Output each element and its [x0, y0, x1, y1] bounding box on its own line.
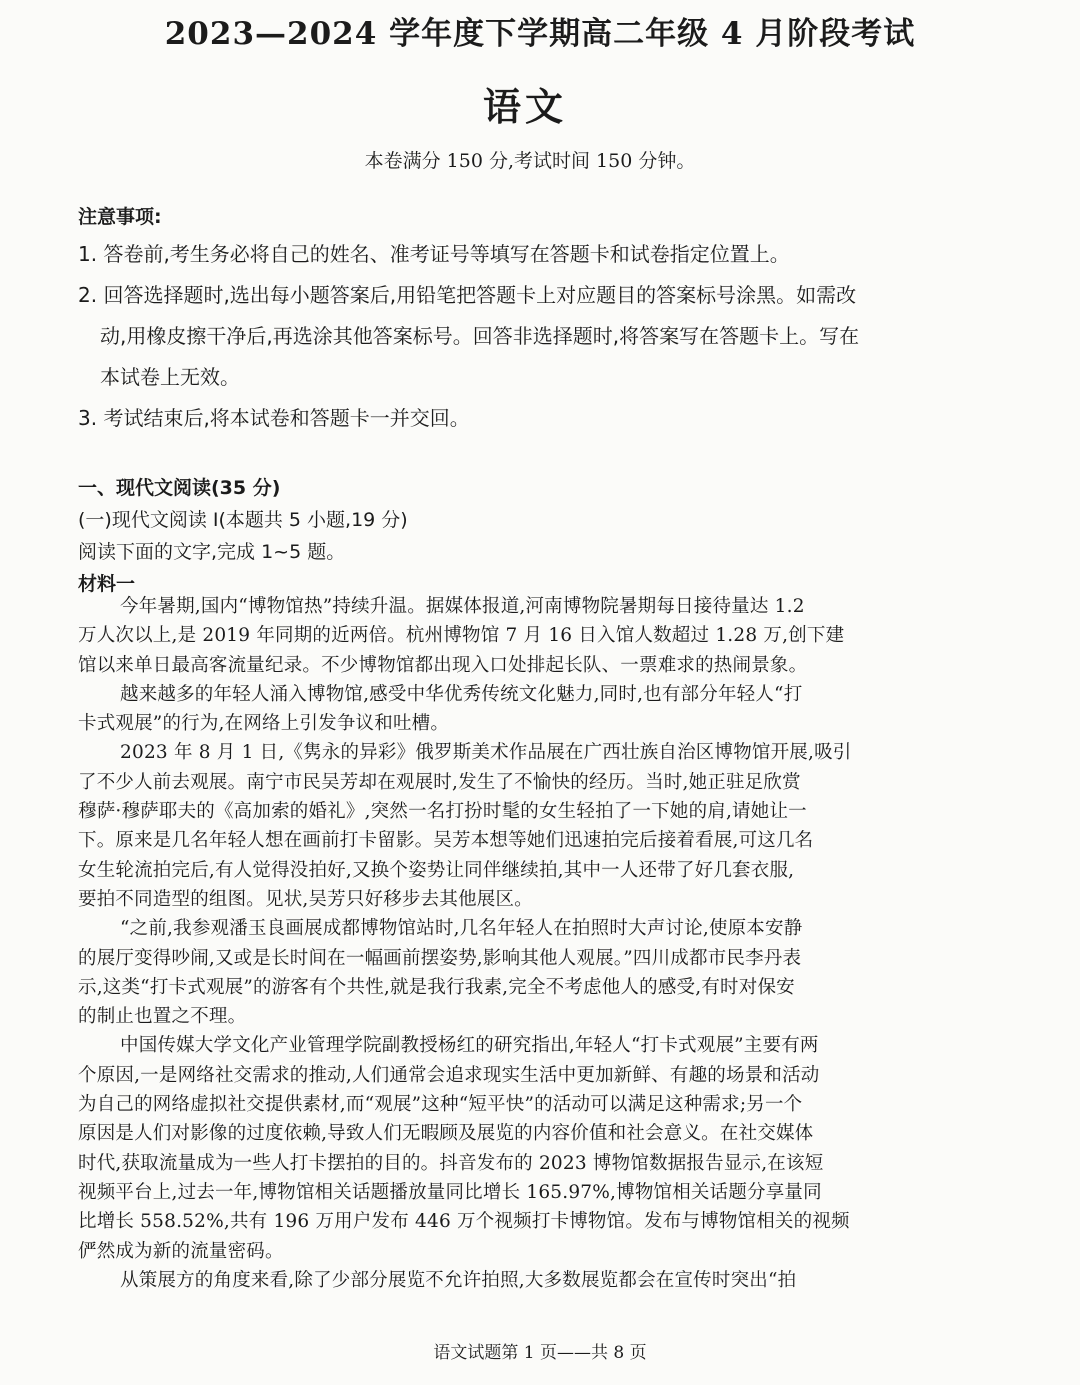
notice-item-1: [78, 234, 978, 275]
passage-line: 俨然成为新的流量密码。: [78, 1240, 284, 1262]
notice-item-3: [78, 398, 978, 439]
passage-line: 的制止也置之不理。: [78, 1006, 247, 1028]
passage-line: 了不少人前去观展。南宁市民吴芳却在观展时,发生了不愉快的经历。当时,她正驻足欣赏: [78, 771, 801, 793]
sub-title: (一)现代文阅读 I(本题共 5 小题,19 分): [78, 509, 408, 531]
subject-title: 语文: [482, 84, 567, 129]
passage-line: 视频平台上,过去一年,博物馆相关话题播放量同比增长 165.97%,博物馆相关话题分享量同: [78, 1181, 822, 1203]
passage-line: 今年暑期,国内“博物馆热”持续升温。据媒体报道,河南博物院暑期每日接待量达 1.2: [120, 596, 805, 617]
reading-passage: [78, 592, 978, 1295]
passage-line: 女生轮流拍完后,有人觉得没拍好,又换个姿势让同伴继续拍,其中一人还带了好几套衣服,: [78, 859, 795, 881]
passage-line: 要拍不同造型的组图。见状,吴芳只好移步去其他展区。: [78, 888, 533, 910]
notice-heading: 注意事项:: [78, 206, 162, 228]
passage-line: 从策展方的角度来看,除了少部分展览不允许拍照,大多数展览都会在宣传时突出“拍: [120, 1269, 797, 1291]
section-header: [78, 472, 978, 600]
score-info: 本卷满分 150 分,考试时间 150 分钟。: [364, 150, 696, 172]
passage-line: 时代,获取流量成为一些人打卡摆拍的目的。抖音发布的 2023 博物馆数据报告显示,在该短: [78, 1152, 824, 1174]
passage-line: 万人次以上,是 2019 年同期的近两倍。杭州博物馆 7 月 16 日入馆人数超过 1.28 万,创下建: [78, 625, 845, 647]
notice-line: 1. 答卷前,考生务必将自己的姓名、准考证号等填写在答题卡和试卷指定位置上。: [78, 242, 790, 266]
notice-line: 动,用橡皮擦干净后,再选涂其他答案标号。回答非选择题时,将答案写在答题卡上。写在: [100, 324, 860, 348]
passage-line: 2023 年 8 月 1 日,《隽永的异彩》俄罗斯美术作品展在广西壮族自治区博物馆开展,吸引: [120, 742, 852, 764]
passage-line: 穆萨·穆萨耶夫的《高加索的婚礼》,突然一名打扮时髦的女生轻拍了一下她的肩,请她让一: [78, 801, 807, 823]
notice-item-2: [78, 275, 978, 398]
passage-line: 为自己的网络虚拟社交提供素材,而“观展”这种“短平快”的活动可以满足这种需求;另一个: [78, 1094, 803, 1116]
passage-line: 下。原来是几名年轻人想在画前打卡留影。吴芳本想等她们迅速拍完后接着看展,可这几名: [78, 830, 814, 852]
instruction: 阅读下面的文字,完成 1~5 题。: [78, 541, 346, 563]
passage-line: 的展厅变得吵闹,又或是长时间在一幅画前摆姿势,影响其他人观展。”四川成都市民李丹表: [78, 947, 802, 969]
passage-line: 比增长 558.52%,共有 196 万用户发布 446 万个视频打卡博物馆。发布与博物馆相关的视频: [78, 1211, 850, 1233]
passage-line: 馆以来单日最高客流量纪录。不少博物馆都出现入口处排起长队、一票难求的热闹景象。: [78, 654, 808, 676]
passage-line: 个原因,一是网络社交需求的推动,人们通常会追求现实生活中更加新鲜、有趣的场景和活动: [78, 1064, 820, 1086]
notice-line: 本试卷上无效。: [100, 365, 240, 389]
passage-line: 原因是人们对影像的过度依赖,导致人们无暇顾及展览的内容价值和社会意义。在社交媒体: [78, 1123, 814, 1145]
page-footer: 语文试题第 1 页——共 8 页: [433, 1343, 647, 1363]
passage-line: 中国传媒大学文化产业管理学院副教授杨红的研究指出,年轻人“打卡式观展”主要有两: [120, 1035, 819, 1057]
passage-line: 示,这类“打卡式观展”的游客有个共性,就是我行我素,完全不考虑他人的感受,有时对保安: [78, 976, 795, 998]
passage-line: 越来越多的年轻人涌入博物馆,感受中华优秀传统文化魅力,同时,也有部分年轻人“打: [120, 683, 803, 705]
passage-line: 卡式观展”的行为,在网络上引发争议和吐槽。: [78, 713, 450, 735]
notice-block: [78, 200, 978, 439]
part-title: 一、现代文阅读(35 分): [78, 477, 281, 499]
passage-line: “之前,我参观潘玉良画展成都博物馆站时,几名年轻人在拍照时大声讨论,使原本安静: [120, 918, 803, 940]
notice-line: 3. 考试结束后,将本试卷和答题卡一并交回。: [78, 406, 470, 430]
material-label: 材料一: [78, 573, 136, 595]
notice-line: 2. 回答选择题时,选出每小题答案后,用铅笔把答题卡上对应题目的答案标号涂黑。如需改: [78, 283, 857, 307]
exam-title: 2023—2024 学年度下学期高二年级 4 月阶段考试: [164, 16, 916, 52]
